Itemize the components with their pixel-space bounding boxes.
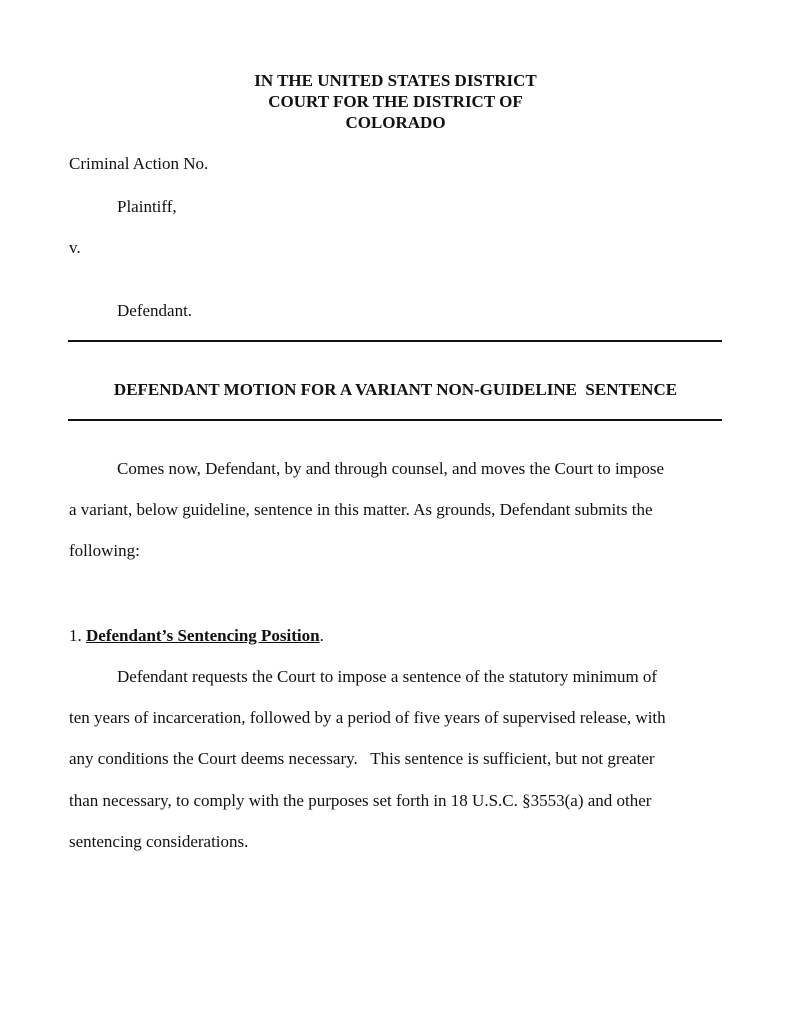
section-1-line: Defendant requests the Court to impose a sentence of the statutory minimum of (117, 667, 658, 686)
versus-label: v. (69, 238, 81, 257)
court-heading-line-2: COURT FOR THE DISTRICT OF (268, 92, 523, 111)
plaintiff-label: Plaintiff, (117, 197, 177, 216)
section-1-heading-period: . (319, 626, 324, 645)
section-1-line: than necessary, to comply with the purposes set forth in 18 U.S.C. §3553(a) and other (69, 791, 652, 810)
section-1-line: ten years of incarceration, followed by a period of five years of supervised release, with (69, 708, 666, 727)
section-1-heading-text: Defendant’s Sentencing Position (86, 626, 320, 645)
defendant-label: Defendant. (117, 301, 193, 320)
section-1-line: sentencing considerations. (69, 832, 249, 851)
section-1-number: 1. (69, 626, 82, 645)
caption-divider-bottom (68, 419, 722, 421)
intro-line: Comes now, Defendant, by and through counsel, and moves the Court to impose (117, 459, 665, 478)
case-number-label: Criminal Action No. (69, 154, 209, 173)
intro-line: following: (69, 541, 140, 560)
motion-title: DEFENDANT MOTION FOR A VARIANT NON-GUIDELINE SENTENCE (113, 380, 678, 399)
intro-line: a variant, below guideline, sentence in this matter. As grounds, Defendant submits the (69, 500, 653, 519)
court-heading (0, 70, 791, 133)
court-heading-line-1: IN THE UNITED STATES DISTRICT (254, 71, 537, 90)
court-heading-line-3: COLORADO (345, 113, 446, 132)
caption-divider-top (68, 340, 722, 342)
section-1-line: any conditions the Court deems necessary. This sentence is sufficient, but not greater (69, 749, 655, 768)
section-1-heading (69, 626, 324, 646)
